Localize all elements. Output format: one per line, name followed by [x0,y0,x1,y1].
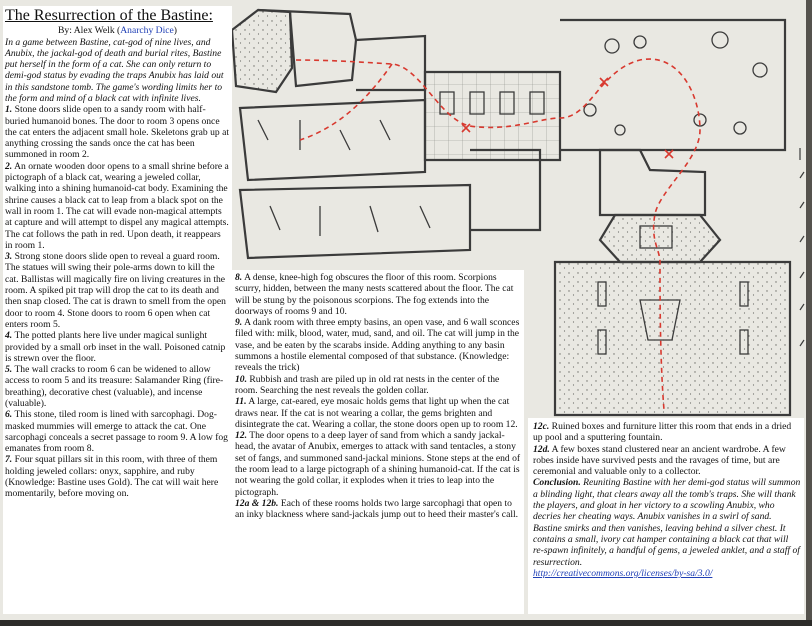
room-12d-entry: 12d. A few boxes stand clustered near an ancient wardrobe. A few robes inside have survived pests and the ravages of time, but are ceremonial and valuable only to a collector. [533,443,786,478]
page-title: The Resurrection of the Bastine: [5,7,213,24]
room-10-entry: 10. Rubbish and trash are piled up in old rat nests in the center of the room. Searching the nest reveals the golden collar. [235,373,500,396]
author-link[interactable]: Anarchy Dice [120,25,174,36]
room-6-entry: 6. This stone, tiled room is lined with sarcophagi. Dog-masked mummies will emerge to attack the cat. One sarcophagi conceals a secret passage to room 9. A low fog emanates from room 8. [5,409,228,455]
room-11-entry: 11. A large, cat-eared, eye mosaic holds gems that light up when the cat draws near. If the cat is not wearing a collar, the gems brighten and disintegrate the cat. Wearing a collar, the stone doors open up to room 12. [235,396,518,430]
room-5-entry: 5. The wall cracks to room 6 can be widened to allow access to room 5 and its treasure: Salamander Ring (fire-breathing), decorative chest (valuable), and incense (valuable). [5,364,224,409]
text-column-right [528,418,804,614]
room-8-entry: 8. A dense, knee-high fog obscures the floor of this room. Scorpions scurry, hidden, between the many nests scattered about the floor. The cat will be stung by the poisonous scorpions. The fog extends into the doorways of rooms 9 and 10. [235,272,514,317]
room-12-entry: 12. The door opens to a deep layer of sand from which a sandy jackal-head, the avatar of Anubix, emerges to attack with sand tentacles, a stony set of fangs, and summoned sand-jackal minions. Stone steps at the end of the room lead to a large pictograph of a shining humanoid-cat. If the cat is not wearing the gold collar, it explodes when it tries to leap into the pictograph. [235,430,521,498]
room-3-entry: 3. Strong stone doors slide open to reveal a guard room. The statues will swing their pole-arms down to kill the cat. Ballistas will magically fire on living creatures in the room. A spiked pit trap will drop the cat to its death and then snap closed. The cat is drawn to smell from the open door to room 4. Stone doors to room 6 open when cat enters room 5. [5,251,226,330]
room-9-entry: 9. A dank room with three empty basins, an open vase, and 6 wall sconces filed with: milk, blood, water, mud, sand, and oil. The cat will jump in the vase, and be eaten by the scarabs inside. Adding anything to any basin summons a hostile elemental composed of that substance. (Knowledge: reveals the trick) [235,317,520,374]
byline: By: Alex Welk (Anarchy Dice) [58,25,177,36]
intro-paragraph: In a game between Bastine, cat-god of nine lives, and Anubix, the jackal-god of death and burial rites, Bastine put herself in the form of a cat. She can only return to demi-god status by evading the traps Anubix has laid out in this sandstone tomb. The game's wording limits her to the form and mind of a black cat with infinite lives. [5,36,224,104]
text-column-middle [232,270,524,614]
viewer-bottom-edge [0,620,812,626]
room-12c-entry: 12c. Ruined boxes and furniture litter this room that ends in a dried up pool and a sputtering fountain. [533,421,792,444]
room-4-entry: 4. The potted plants here live under magical sunlight provided by a small orb inset in the wall. Poisoned catnip is strewn over the floor. [5,330,226,364]
license-link[interactable]: http://creativecommons.org/licenses/by-sa/3.0/ [533,567,713,579]
room-12a-12b-entry: 12a & 12b. Each of these rooms holds two large sarcophagi that open to an inky blackness where sand-jackals jump out to heed their master's call. [235,497,519,521]
room-2-entry: 2. An ornate wooden door opens to a small shrine before a pictograph of a black cat, wearing a jeweled collar, walking into a shining humanoid-cat body. Examining the shrine causes a black cat to leap from a black spot on the wall in room 1. The cat will evade non-magical attempts at capture and will attempt to dispel any magical attempts. The cat follows the path in red. Upon death, it reappears in room 1. [5,160,229,251]
window-scrollbar[interactable] [806,0,812,626]
room-7-entry: 7. Four squat pillars sit in this room, with three of them holding jeweled collars: onyx, sapphire, and ruby (Knowledge: Bastine uses Gold). The cat will wait here momentarily, before moving on. [5,454,219,500]
text-column-left [3,6,232,614]
room-1-entry: 1. Stone doors slide open to a sandy room with half-buried humanoid bones. The door to room 3 opens once the cat enters the adjacent small hole. Skeletons grab up at anything crossing the sands once the cat has been summoned in room 2. [5,104,230,161]
conclusion-paragraph: Conclusion. Reuniting Bastine with her demi-god status will summon a blinding light, that clears away all the tomb's traps. She will thank the players, and gloat in her victory to a scowling Anubix, who decries her cheating ways. Anubix vanishes in a swirl of sand. Bastine smirks and then vanishes, leaving behind a silver chest. It contains a small, ivory cat hamper containing a black cat that will re-spawn infinitely, a handful of gems, a jeweled anklet, and a staff of resurrection. [533,477,801,568]
